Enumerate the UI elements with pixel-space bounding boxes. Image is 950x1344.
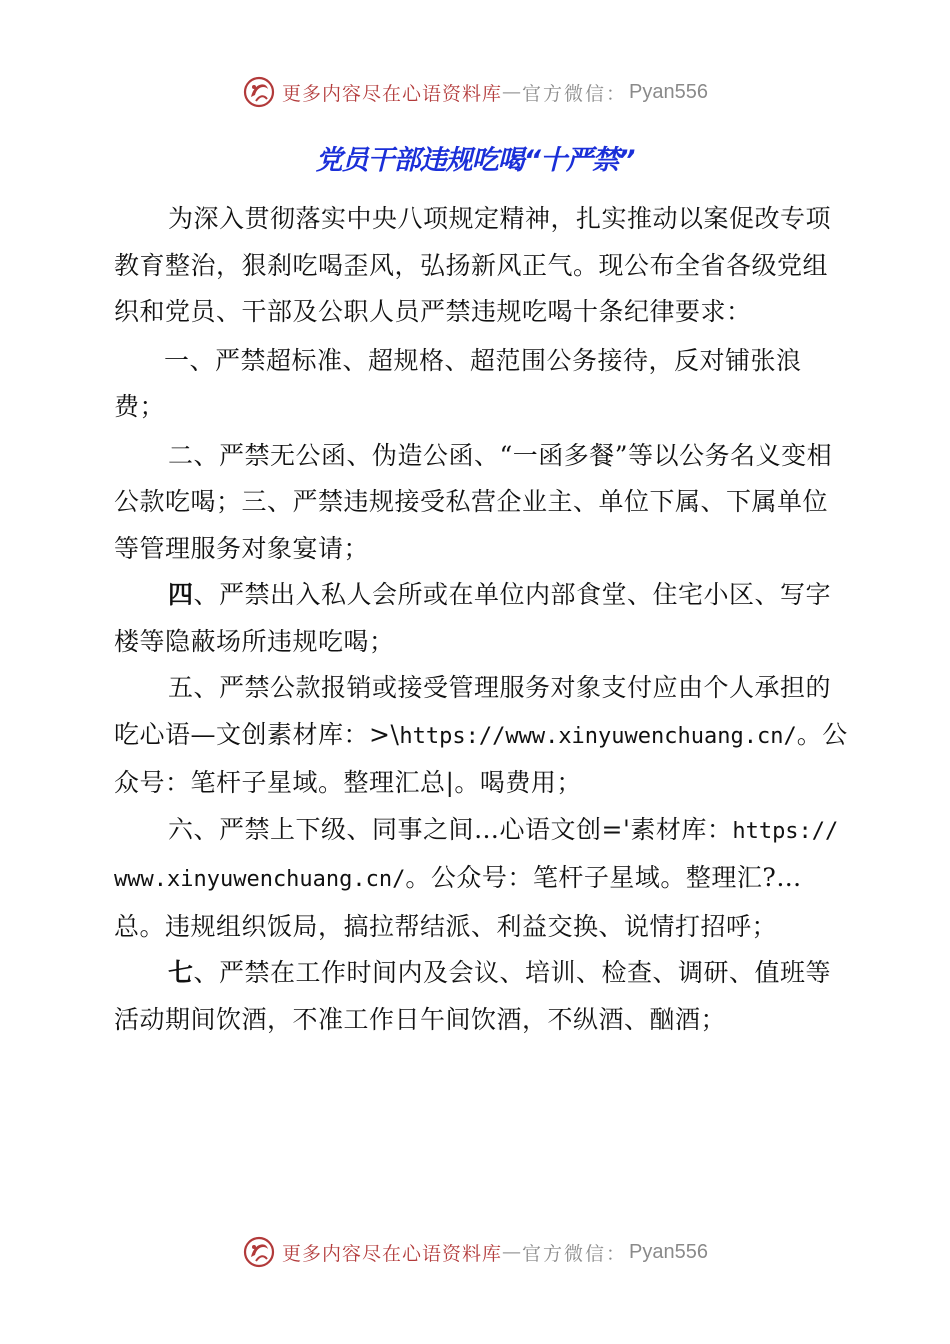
footer-lead-text: 更多内容尽在心语资料库 <box>282 1242 503 1265</box>
rule-item-2-3: 二、严禁无公函、伪造公函、“一函多餐”等以公务名义变相公款吃喝；三、严禁违规接受私营企业主、单位下属、下属单位等管理服务对象宴请； <box>114 440 833 563</box>
rule-item-6-text-b: 。公众号：笔杆子星域。整理汇?…总。违规组织饭局，搞拉帮结派、利益交换、说情打招呼； <box>114 863 802 941</box>
rule-item-4-text: 、严禁出入私人会所或在单位内部食堂、住宅小区、写字楼等隐蔽场所违规吃喝； <box>114 580 832 656</box>
footer-wechat-label: 官方微信： <box>522 1242 628 1265</box>
rule-item-7-number: 七 <box>168 958 194 987</box>
header-banner <box>0 72 950 112</box>
document-body <box>114 196 849 1043</box>
rule-item-5-url: https://www.xinyuwenchuang.cn/ <box>399 723 797 749</box>
rule-item-6-text-a: 六、严禁上下级、同事之间…心语文创='素材库： <box>168 814 733 844</box>
flame-swirl-logo-icon <box>242 75 276 109</box>
rule-item-5 <box>114 665 849 807</box>
banner-lead-text: 更多内容尽在心语资料库 <box>282 82 503 105</box>
footer-wechat-id: Pyan556 <box>629 1240 708 1263</box>
flame-swirl-logo-icon <box>242 1235 276 1269</box>
rule-item-6 <box>114 807 849 951</box>
banner-separator: — <box>502 81 523 103</box>
footer-banner <box>0 1232 950 1272</box>
rule-item-7 <box>114 950 849 1043</box>
intro-paragraph: 为深入贯彻落实中央八项规定精神，扎实推动以案促改专项教育整治，狠刹吃喝歪风，弘扬新风正气。现公布全省各级党组织和党员、干部及公职人员严禁违规吃喝十条纪律要求： <box>114 204 832 326</box>
rule-item-5-text-a: 五、严禁公款报销或接受管理服务对象支付应由个人承担的吃心语—文创素材库：>\ <box>114 673 832 749</box>
rule-item-1: 一、严禁超标准、超规格、超范围公务接待，反对铺张浪费； <box>114 345 802 421</box>
rule-item-4 <box>114 572 849 665</box>
banner-wechat-id: Pyan556 <box>629 80 708 103</box>
banner-wechat-label: 官方微信： <box>522 82 628 105</box>
document-title: 党员干部违规吃喝“十严禁” <box>315 145 635 176</box>
footer-separator: — <box>502 1241 523 1263</box>
rule-item-5-text-b: 。公众号：笔杆子星域。整理汇总|。喝费用； <box>114 719 848 797</box>
rule-item-7-text: 、严禁在工作时间内及会议、培训、检查、调研、值班等活动期间饮酒，不准工作日午间饮酒，不纵酒、酗酒； <box>114 958 832 1034</box>
rule-item-4-number: 四 <box>168 580 194 609</box>
rule-item-6-url: https://www.xinyuwenchuang.cn/ <box>114 818 839 892</box>
